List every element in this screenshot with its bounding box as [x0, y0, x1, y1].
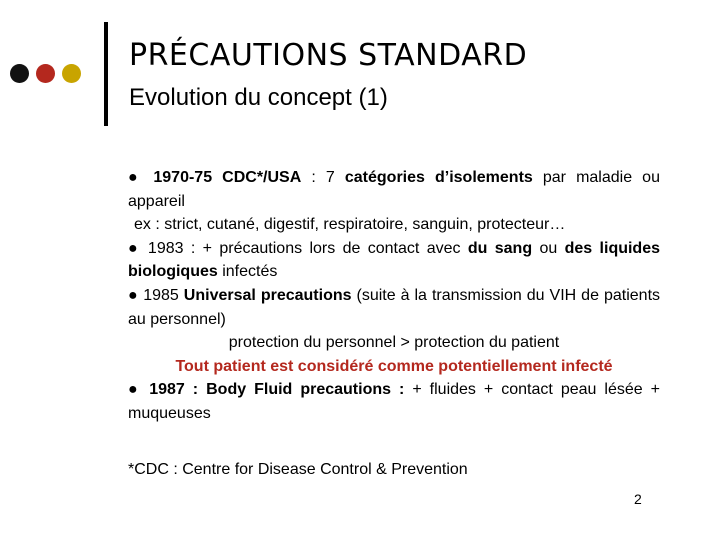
slide-title: PRÉCAUTIONS STANDARD — [129, 38, 528, 73]
slide-body — [128, 166, 660, 426]
slide-subtitle: Evolution du concept (1) — [129, 84, 388, 111]
dot-red — [36, 64, 55, 83]
bullet-1987: ● 1987 : Body Fluid precautions : + fluides + contact peau lésée + muqueuses — [128, 381, 661, 422]
decorative-dots — [10, 64, 81, 83]
isolation-examples: ex : strict, cutané, digestif, respiratoire, sanguin, protecteur… — [134, 216, 566, 234]
page-number: 2 — [634, 491, 642, 507]
title-divider — [104, 22, 108, 126]
bullet-icon: ● — [128, 381, 142, 399]
footnote: *CDC : Centre for Disease Control & Prevention — [128, 461, 468, 478]
dot-black — [10, 64, 29, 83]
bullet-1985: ● 1985 Universal precautions (suite à la transmission du VIH de patients au personnel) — [128, 286, 661, 328]
bullet-icon: ● — [128, 286, 139, 304]
dot-yellow — [62, 64, 81, 83]
bullet-icon: ● — [128, 239, 141, 257]
bullet-icon: ● — [128, 169, 144, 186]
highlight-line: Tout patient est considéré comme potentiellement infecté — [175, 357, 613, 375]
bullet-1983: ● 1983 : + précautions lors de contact avec du sang ou des liquides biologiques infectés — [128, 239, 661, 281]
protection-line: protection du personnel > protection du patient — [228, 334, 560, 352]
bullet-1970: ● 1970-75 CDC*/USA : 7 catégories d’isolements par maladie ou appareil — [128, 169, 660, 210]
